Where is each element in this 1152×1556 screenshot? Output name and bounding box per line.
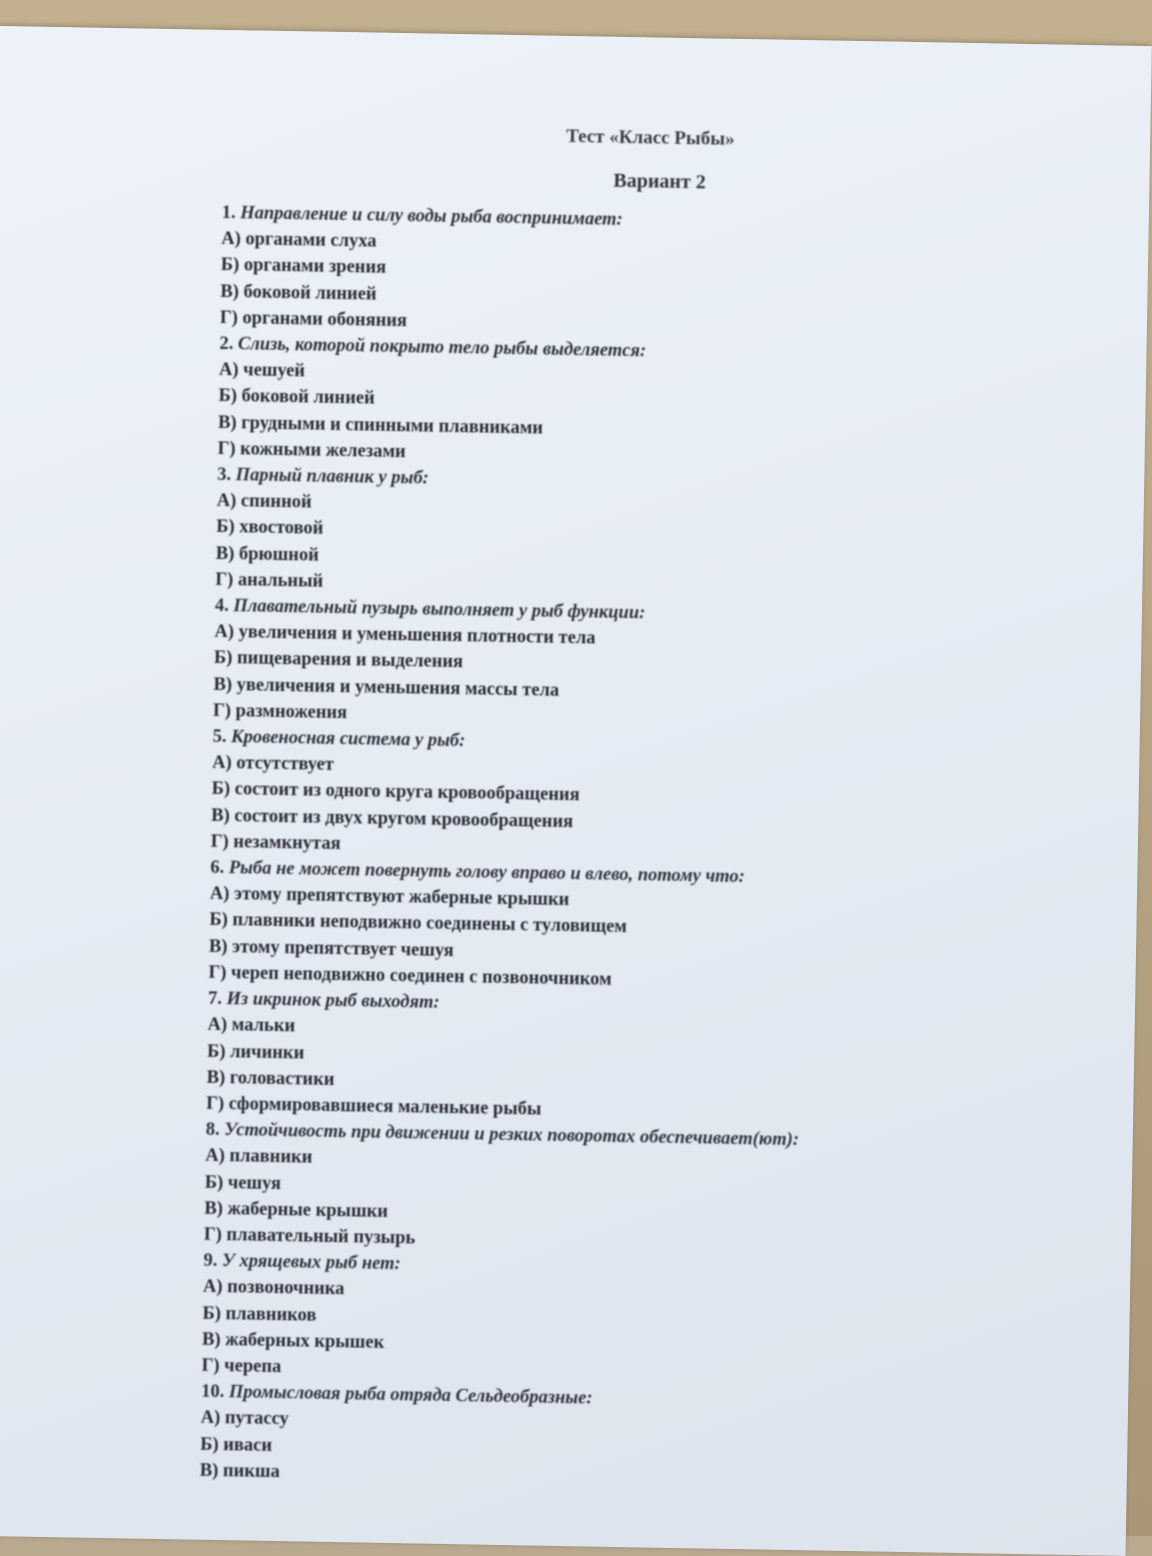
question-prompt: Парный плавник у рыб: xyxy=(235,465,429,489)
question-7 xyxy=(206,986,968,1130)
question-number: 3. xyxy=(217,464,232,486)
answer-option-b: Б) плавники неподвижно соединены с туловищем xyxy=(209,910,628,938)
answer-option-b: Б) личинки xyxy=(206,1041,305,1063)
variant-heading: Вариант 2 xyxy=(613,169,706,194)
question-5 xyxy=(211,724,973,868)
answer-option-b: Б) иваси xyxy=(200,1434,273,1456)
question-9 xyxy=(201,1248,963,1392)
answer-option-g: Г) череп неподвижно соединен с позвоночником xyxy=(208,962,612,990)
answer-option-g: Г) черепа xyxy=(201,1355,282,1378)
question-6 xyxy=(208,855,970,999)
answer-option-g: Г) кожными железами xyxy=(217,438,406,462)
document-title: Тест «Класс Рыбы» xyxy=(565,125,735,150)
answer-option-g: Г) анальный xyxy=(215,569,324,592)
question-10 xyxy=(200,1379,962,1497)
answer-option-a: А) этому препятствуют жаберные крышки xyxy=(209,884,570,911)
answer-option-g: Г) незамкнутая xyxy=(210,831,341,854)
answer-option-a: А) позвоночника xyxy=(202,1277,345,1300)
test-document xyxy=(0,26,1152,1556)
question-number: 5. xyxy=(212,726,227,748)
question-prompt: У хрящевых рыб нет: xyxy=(221,1251,401,1275)
question-number: 2. xyxy=(219,333,234,355)
question-prompt: Рыба не может повернуть голову вправо и влево, потому что: xyxy=(228,858,745,888)
question-1 xyxy=(220,200,982,344)
question-prompt: Плавательный пузырь выполняет у рыб функции: xyxy=(233,596,646,624)
answer-option-a: А) отсутствует xyxy=(211,753,334,776)
answer-option-b: Б) хвостовой xyxy=(216,517,324,540)
question-3 xyxy=(215,462,977,606)
answer-option-b: Б) чешуя xyxy=(204,1172,282,1194)
answer-option-v: В) этому препятствует чешуя xyxy=(208,936,454,961)
answer-option-v: В) головастики xyxy=(206,1067,335,1090)
question-4 xyxy=(213,593,975,737)
question-number: 8. xyxy=(205,1119,220,1141)
answer-option-a: А) плавники xyxy=(205,1146,313,1168)
answer-option-v: В) брюшной xyxy=(215,543,319,566)
answer-option-b: Б) плавников xyxy=(202,1303,317,1326)
answer-option-a: А) мальки xyxy=(207,1015,296,1037)
question-number: 6. xyxy=(210,857,225,879)
question-prompt: Кровеносная система у рыб: xyxy=(230,727,466,752)
question-number: 7. xyxy=(207,988,223,1010)
answer-option-v: В) увеличения и уменьшения массы тела xyxy=(213,674,560,701)
answer-option-g: Г) органами обоняния xyxy=(219,307,408,331)
answer-option-a: А) чешуей xyxy=(218,360,306,382)
question-number: 10. xyxy=(201,1381,225,1403)
answer-option-v: В) грудными и спинными плавниками xyxy=(217,412,544,439)
answer-option-b: Б) органами зрения xyxy=(220,255,387,279)
question-number: 9. xyxy=(203,1250,218,1272)
question-number: 1. xyxy=(221,202,236,224)
question-prompt: Слизь, которой покрыто тело рыбы выделяется: xyxy=(237,334,647,362)
answer-option-g: Г) размножения xyxy=(212,700,348,724)
answer-option-v: В) пикша xyxy=(199,1460,280,1482)
answer-option-a: А) спинной xyxy=(216,491,312,513)
question-prompt: Устойчивость при движении и резких поворотах обеспечивает(ют): xyxy=(224,1120,800,1151)
question-list xyxy=(200,200,982,1497)
answer-option-v: В) боковой линией xyxy=(220,281,377,305)
answer-option-a: А) увеличения и уменьшения плотности тела xyxy=(214,622,596,649)
question-prompt: Из икринок рыб выходят: xyxy=(226,989,440,1013)
question-prompt: Промысловая рыба отряда Сельдеобразные: xyxy=(228,1382,593,1409)
question-prompt: Направление и силу воды рыба воспринимает: xyxy=(240,203,623,230)
answer-option-a: А) путассу xyxy=(200,1408,289,1430)
answer-option-g: Г) плавательный пузырь xyxy=(203,1224,416,1249)
answer-option-g: Г) сформировавшиеся маленькие рыбы xyxy=(206,1093,542,1120)
answer-option-v: В) жаберных крышек xyxy=(201,1329,385,1353)
answer-option-v: В) состоит из двух кругом кровообращения xyxy=(211,805,574,832)
question-8 xyxy=(204,1117,966,1261)
question-2 xyxy=(217,331,979,475)
answer-option-b: Б) пищеварения и выделения xyxy=(213,648,464,673)
answer-option-a: А) органами слуха xyxy=(221,229,377,252)
answer-option-b: Б) боковой линией xyxy=(218,386,375,410)
paper-sheet xyxy=(0,26,1152,1556)
question-number: 4. xyxy=(214,595,229,617)
answer-option-b: Б) состоит из одного круга кровообращения xyxy=(211,779,580,806)
answer-option-v: В) жаберные крышки xyxy=(204,1198,389,1222)
